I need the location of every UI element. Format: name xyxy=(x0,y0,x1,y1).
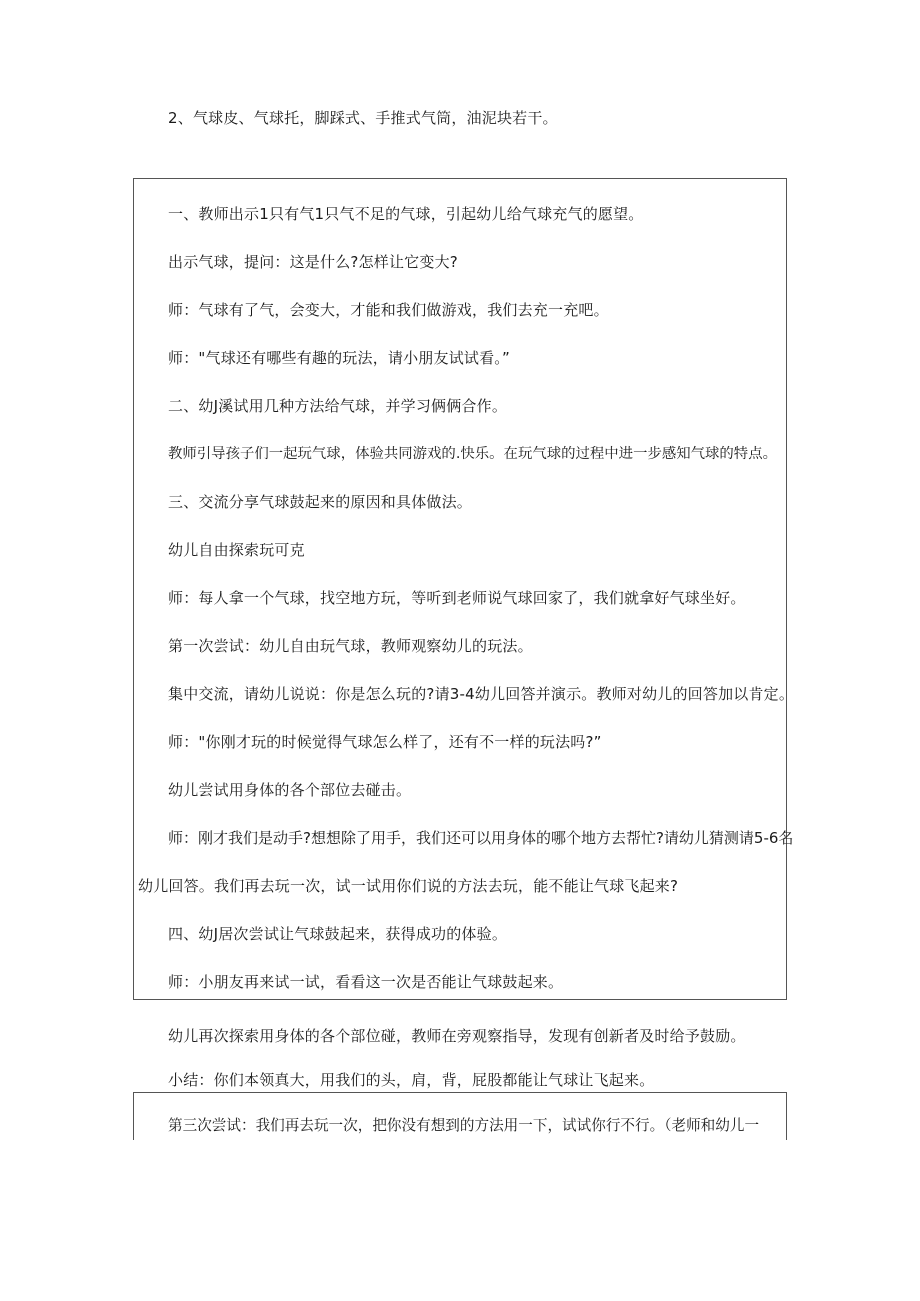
middle-line-1: 幼儿再次探索用身体的各个部位碰，教师在旁观察指导，发现有创新者及时给予鼓励。 xyxy=(168,1027,746,1045)
box1-line-2: 出示气球，提问：这是什么?怎样让它变大? xyxy=(168,253,458,271)
box1-line-10: 第一次尝试：幼儿自由玩气球，教师观察幼儿的玩法。 xyxy=(168,637,533,655)
box1-line-1: 一、教师出示1只有气1只气不足的气球，引起幼儿给气球充气的愿望。 xyxy=(168,205,644,223)
box1-line-4: 师："气球还有哪些有趣的玩法，请小朋友试试看。” xyxy=(168,349,510,367)
materials-line: 2、气球皮、气球托，脚踩式、手推式气筒，油泥块若干。 xyxy=(168,109,558,127)
box2-line-1: 第三次尝试：我们再去玩一次，把你没有想到的方法用一下，试试你行不行。（老师和幼儿一 xyxy=(168,1117,760,1134)
middle-line-2: 小结：你们本领真大，用我们的头，肩，背，屁股都能让气球让飞起来。 xyxy=(168,1071,655,1089)
box1-line-14: 师：刚才我们是动手?想想除了用手，我们还可以用身体的哪个地方去帮忙?请幼儿猜测请5-6名 xyxy=(168,829,794,847)
box1-line-15: 幼儿回答。我们再去玩一次，试一试用你们说的方法去玩，能不能让气球飞起来? xyxy=(138,877,679,895)
box1-line-3: 师：气球有了气，会变大，才能和我们做游戏，我们去充一充吧。 xyxy=(168,301,609,319)
box1-line-12: 师："你刚才玩的时候觉得气球怎么样了，还有不一样的玩法吗?” xyxy=(168,733,602,751)
box1-line-9: 师：每人拿一个气球，找空地方玩，等听到老师说气球回家了，我们就拿好气球坐好。 xyxy=(168,589,746,607)
box1-line-11: 集中交流，请幼儿说说：你是怎么玩的?请3-4幼儿回答并演示。教师对幼儿的回答加以肯定。 xyxy=(168,685,795,703)
box1-line-16: 四、幼J居次尝试让气球鼓起来，获得成功的体验。 xyxy=(168,925,508,943)
box1-line-13: 幼儿尝试用身体的各个部位去碰击。 xyxy=(168,781,412,799)
box1-line-5: 二、幼J溪试用几种方法给气球，并学习俩俩合作。 xyxy=(168,397,508,415)
box1-line-8: 幼儿自由探索玩可克 xyxy=(168,541,305,559)
box1-line-17: 师：小朋友再来试一试，看看这一次是否能让气球鼓起来。 xyxy=(168,973,564,991)
box1-line-6: 教师引导孩子们一起玩气球，体验共同游戏的.快乐。在玩气球的过程中进一步感知气球的特点。 xyxy=(168,446,777,462)
box1-line-7: 三、交流分享气球鼓起来的原因和具体做法。 xyxy=(168,493,473,511)
